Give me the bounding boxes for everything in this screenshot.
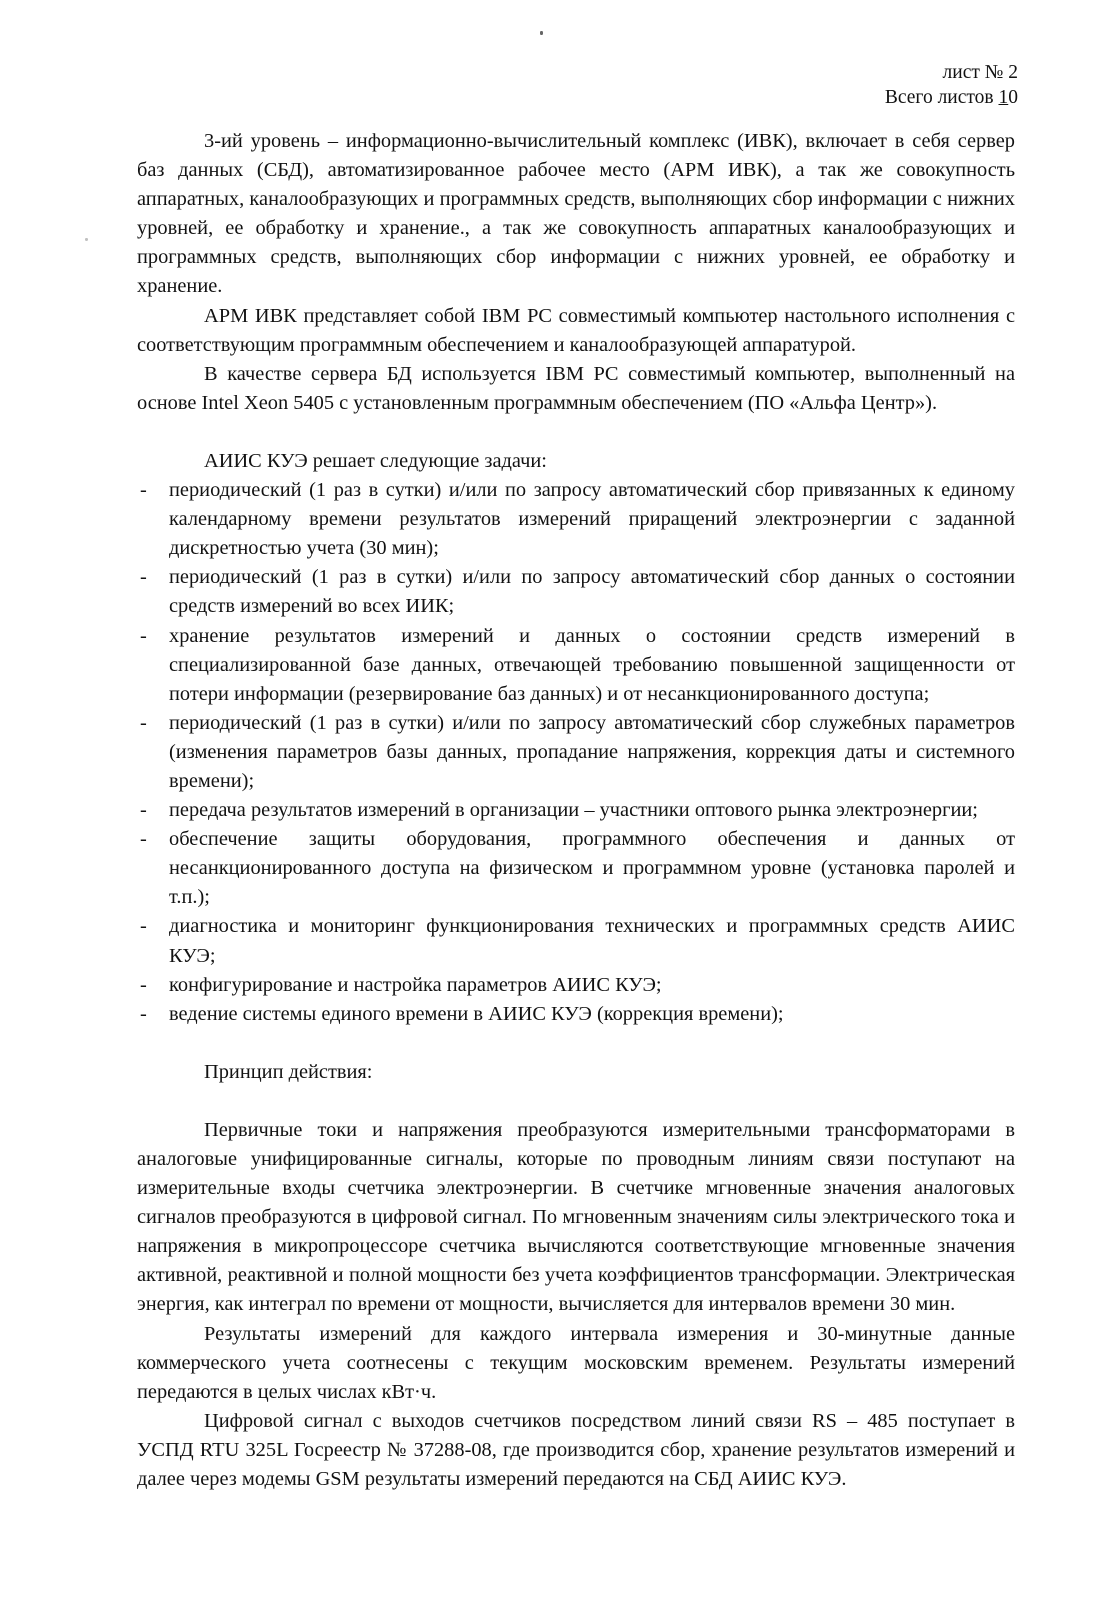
total-sheets-prefix: Всего листов: [884, 87, 999, 108]
list-dash-icon: -: [140, 915, 147, 938]
list-dash-icon: -: [140, 711, 147, 734]
paragraph-spacer: [137, 1029, 1015, 1058]
principle-heading: Принцип действия:: [204, 1060, 373, 1083]
paragraph-spacer: [137, 418, 1015, 447]
list-item-text: периодический (1 раз в сутки) и/или по запросу автоматический сбор привязанных к единому календарному времени результатов измерений приращений электроэнергии с заданной дискретностью учета (30 мин);: [169, 479, 1015, 560]
list-dash-icon: -: [140, 479, 147, 502]
tasks-list: [137, 476, 1015, 1029]
list-dash-icon: -: [140, 799, 147, 822]
list-item: [137, 912, 1015, 970]
list-dash-icon: -: [140, 973, 147, 996]
sheet-number-label: лист № 2: [942, 62, 1018, 83]
paragraph-measurement-results: Результаты измерений для каждого интервала измерения и 30-минутные данные коммерческого учета соотнесены с текущим московским временем. Результаты измерений передаются в целых числах кВт·ч.: [137, 1322, 1015, 1403]
page-header: [885, 60, 1018, 110]
list-dash-icon: -: [140, 828, 147, 851]
list-item: [137, 1000, 1015, 1029]
list-item: [137, 476, 1015, 563]
paragraph-principle-body: Первичные токи и напряжения преобразуются измерительными трансформаторами в аналоговые унифицированные сигналы, которые по проводным линиям связи поступают на измерительные входы счетчика электроэнергии. В счетчике мгновенные значения аналоговых сигналов преобразуются в цифровой сигнал. По мгновенным значениям силы электрического тока и напряжения в микропроцессоре счетчика вычисляются соответствующие мгновенные значения активной, реактивной и полной мощности без учета коэффициентов трансформации. Электрическая энергия, как интеграл по времени от мощности, вычисляется для интервалов времени 30 мин.: [137, 1118, 1015, 1316]
list-dash-icon: -: [140, 624, 147, 647]
scan-speck-icon: [85, 238, 88, 241]
paragraph-arm-ivk: АРМ ИВК представляет собой IBM PC совместимый компьютер настольного исполнения с соответствующим программным обеспечением и каналообразующей аппаратурой.: [137, 304, 1015, 356]
list-dash-icon: -: [140, 566, 147, 589]
list-item-text: хранение результатов измерений и данных о состоянии средств измерений в специализированной базе данных, отвечающей требованию повышенной защищенности от потери информации (резервирование баз данных) и от несанкционированного доступа;: [169, 624, 1015, 705]
tasks-intro-heading: АИИС КУЭ решает следующие задачи:: [204, 449, 547, 472]
list-item-text: обеспечение защиты оборудования, программного обеспечения и данных от несанкционированного доступа на физическом и программном уровне (установка паролей и т.п.);: [169, 828, 1015, 909]
list-item: [137, 622, 1015, 709]
list-item-text: ведение системы единого времени в АИИС КУЭ (коррекция времени);: [169, 1002, 784, 1025]
paragraph-ivk-level-3: 3-ий уровень – информационно-вычислительный комплекс (ИВК), включает в себя сервер баз данных (СБД), автоматизированное рабочее место (АРМ ИВК), а так же совокупность аппаратных, каналообразующих и программных средств, выполняющих сбор информации с нижних уровней, ее обработку и хранение., а так же совокупность аппаратных каналообразующих и программных средств, выполняющих сбор информации с нижних уровней, ее обработку и хранение.: [137, 130, 1015, 298]
list-item: [137, 563, 1015, 621]
list-item-text: периодический (1 раз в сутки) и/или по запросу автоматический сбор служебных параметров (изменения параметров базы данных, пропадание напряжения, коррекция даты и системного времени);: [169, 711, 1015, 792]
list-item-text: передача результатов измерений в организации – участники оптового рынка электроэнергии;: [169, 799, 978, 822]
list-dash-icon: -: [140, 1002, 147, 1025]
list-item-text: конфигурирование и настройка параметров АИИС КУЭ;: [169, 973, 662, 996]
list-item: [137, 796, 1015, 825]
list-item: [137, 971, 1015, 1000]
total-sheets-label: [885, 85, 1018, 110]
paragraph-db-server: В качестве сервера БД используется IBM PC совместимый компьютер, выполненный на основе Intel Xeon 5405 с установленным программным обеспечением (ПО «Альфа Центр»).: [137, 362, 1015, 414]
total-sheets-underlined-digit: 1: [998, 87, 1009, 108]
document-body: [137, 127, 1015, 1494]
paragraph-spacer: [137, 1087, 1015, 1116]
list-item-text: диагностика и мониторинг функционирования технических и программных средств АИИС КУЭ;: [169, 915, 1015, 967]
paragraph-digital-signal: Цифровой сигнал с выходов счетчиков посредством линий связи RS – 485 поступает в УСПД RTU 325L Госреестр № 37288-08, где производится сбор, хранение результатов измерений и далее через модемы GSM результаты измерений передаются на СБД АИИС КУЭ.: [137, 1409, 1015, 1491]
list-item: [137, 825, 1015, 912]
total-sheets-rest-digit: 0: [1008, 87, 1018, 108]
scan-speck-icon: [540, 31, 543, 35]
list-item-text: периодический (1 раз в сутки) и/или по запросу автоматический сбор данных о состоянии средств измерений во всех ИИК;: [169, 566, 1015, 618]
list-item: [137, 709, 1015, 796]
